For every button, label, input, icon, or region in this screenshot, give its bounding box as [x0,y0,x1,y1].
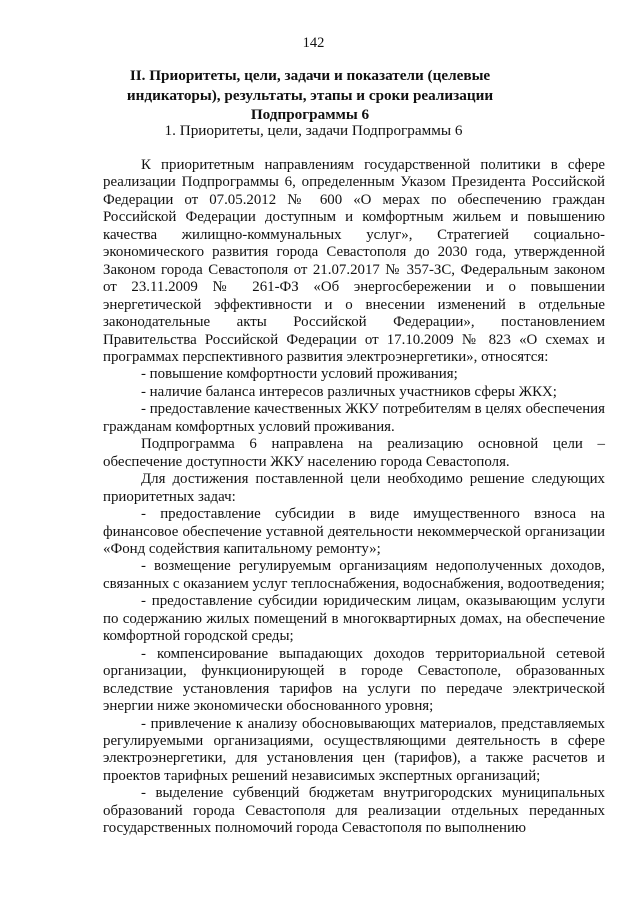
paragraph-goal: Подпрограмма 6 направлена на реализацию основной цели – обеспечение доступности ЖКУ населению города Севастополя. [103,436,605,470]
subsection-title: 1. Приоритеты, цели, задачи Подпрограммы 6 [164,122,463,139]
list-item: - предоставление субсидии в виде имущественного взноса на финансовое обеспечение уставной деятельности некоммерческой организации «Фонд содействия капитальному ремонту»; [103,506,605,557]
paragraph-priorities-intro: К приоритетным направлениям государственной политики в сфере реализации Подпрограммы 6, определенным Указом Президента Российской Федерации от 07.05.2012 № 600 «О мерах по обеспечению граждан Российской Федерации доступным и комфортным жильем и повышению качества жилищно-коммунальных услуг», Стратегией социально-экономического развития города Севастополя до 2030 года, утвержденной Законом города Севастополя от 21.07.2017 № 357-ЗС, Федеральным законом от 23.11.2009 № 261-ФЗ «Об энергосбережении и о повышении энергетической эффективности и о внесении изменений в отдельные законодательные акты Российской Федерации», постановлением Правительства Российской Федерации от 17.10.2009 № 823 «О схемах и программах перспективного развития электроэнергетики», относятся: [103,157,605,365]
list-item: - предоставление качественных ЖКУ потребителям в целях обеспечения гражданам комфортных условий проживания. [103,401,605,435]
list-item: - предоставление субсидии юридическим лицам, оказывающим услуги по содержанию жилых помещений в многоквартирных домах, на обеспечение комфортной городской среды; [103,593,605,645]
list-item: - наличие баланса интересов различных участников сферы ЖКХ; [141,383,557,400]
paragraph-tasks-intro: Для достижения поставленной цели необходимо решение следующих приоритетных задач: [103,471,605,505]
list-item: - повышение комфортности условий проживания; [141,366,458,383]
list-item: - возмещение регулируемым организациям недополученных доходов, связанных с оказанием услуг теплоснабжения, водоснабжения, водоотведения; [103,558,605,592]
page-number: 142 [302,35,325,51]
list-item: - компенсирование выпадающих доходов территориальной сетевой организации, функционирующей в городе Севастополе, образованных вследствие установления тарифов на услуги по передаче электрической энергии ниже экономически обоснованного уровня; [103,645,605,715]
list-item: - выделение субвенций бюджетам внутригородских муниципальных образований города Севастополя для реализации отдельных переданных государственных полномочий города Севастополя по выполнению [103,785,605,837]
list-item: - привлечение к анализу обосновывающих материалов, представляемых регулируемыми организациями, осуществляющими деятельность в сфере электроэнергетики, для установления цен (тарифов), а также расчетов и проектов тарифных решений независимых экспертных организаций; [103,715,605,784]
document-body [103,157,605,838]
section-title: II. Приоритеты, цели, задачи и показатели (целевые индикаторы), результаты, этапы и сроки реализации Подпрограммы 6 [126,67,494,123]
